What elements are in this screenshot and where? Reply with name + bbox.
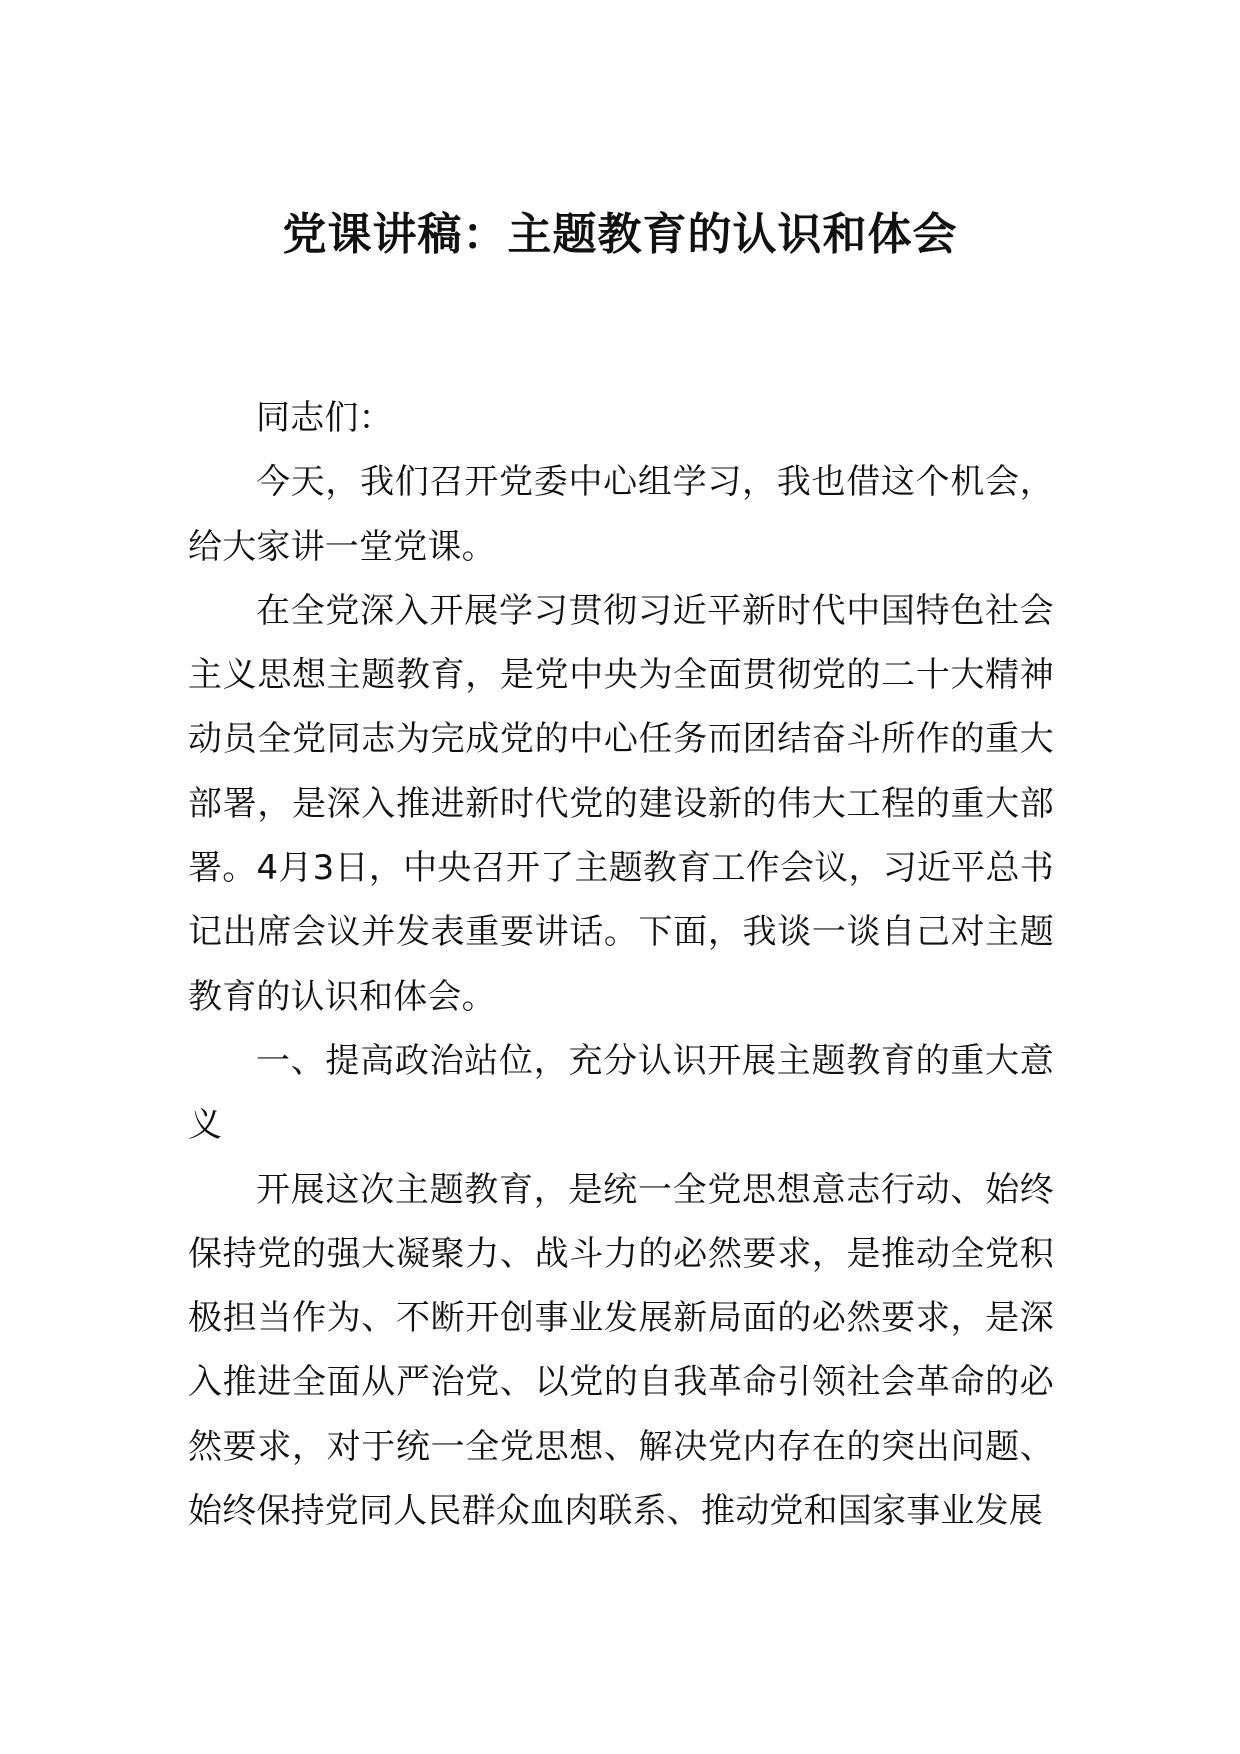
body-paragraph: 开展这次主题教育，是统一全党思想意志行动、始终保持党的强大凝聚力、战斗力的必然要求，是推动全党积极担当作为、不断开创事业发展新局面的必然要求，是深入推进全面从严治党、以党的自我革命引领社会革命的必然要求，对于统一全党思想、解决党内存在的突出问题、始终保持党同人民群众血肉联系、推动党和国家事业发展 <box>188 1169 1054 1532</box>
context-paragraph: 在全党深入开展学习贯彻习近平新时代中国特色社会主义思想主题教育，是党中央为全面贯彻党的二十大精神动员全党同志为完成党的中心任务而团结奋斗所作的重大部署，是深入推进新时代党的建设新的伟大工程的重大部署。4月3日，中央召开了主题教育工作会议，习近平总书记出席会议并发表重要讲话。下面，我谈一谈自己对主题教育的认识和体会。 <box>188 590 1054 1017</box>
salutation-paragraph: 同志们： <box>256 398 393 438</box>
section-heading: 一、提高政治站位，充分认识开展主题教育的重大意义 <box>188 1040 1054 1146</box>
intro-paragraph: 今天，我们召开党委中心组学习，我也借这个机会，给大家讲一堂党课。 <box>188 462 1054 567</box>
document-body <box>188 386 1054 1543</box>
document-title: 党课讲稿：主题教育的认识和体会 <box>282 209 958 260</box>
